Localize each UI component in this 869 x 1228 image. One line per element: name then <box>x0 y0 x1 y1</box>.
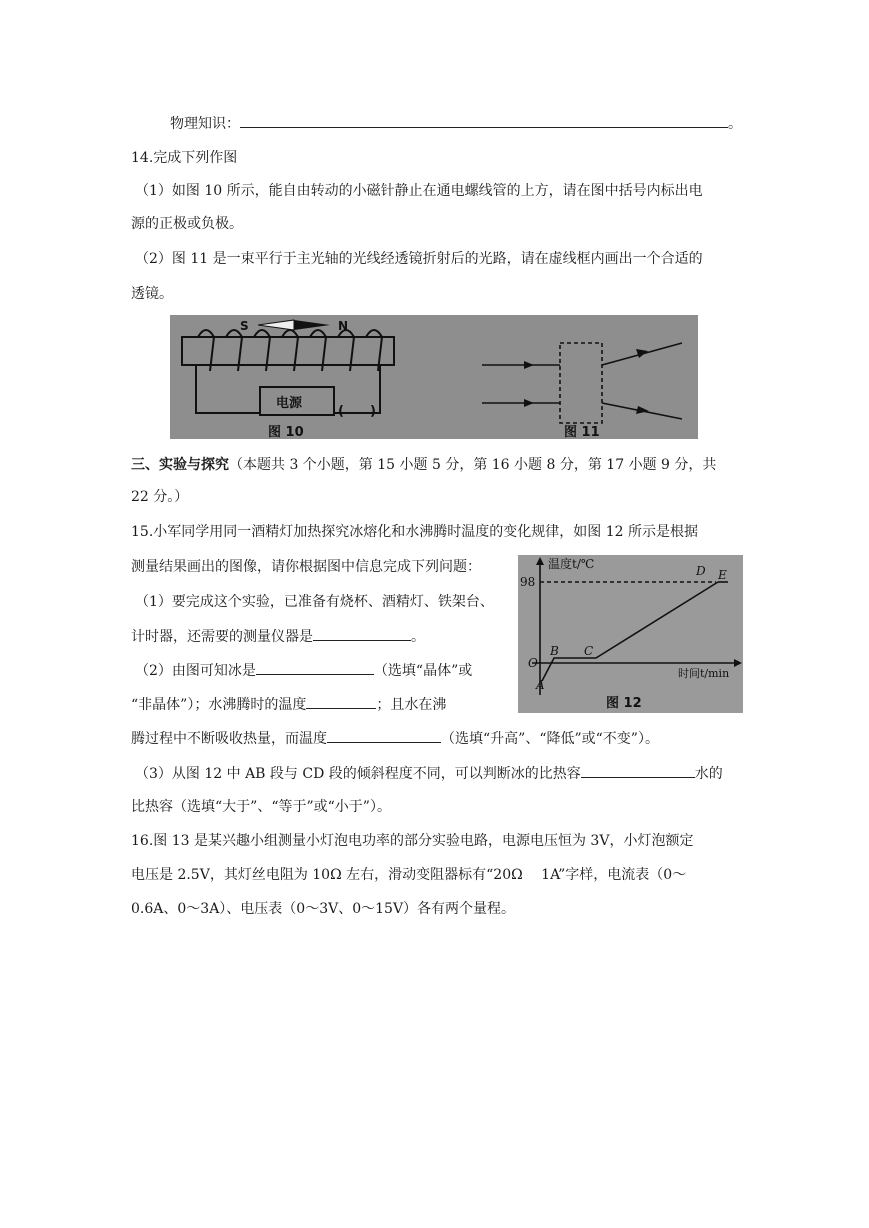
question-text: 水的 <box>694 766 723 782</box>
physics-knowledge-line <box>170 113 742 134</box>
y-tick-98: 98 <box>520 575 536 589</box>
answer-blank-physics-knowledge[interactable] <box>240 113 728 128</box>
polarity-bracket: ( ) <box>338 404 376 419</box>
figure-12-photo <box>518 555 743 713</box>
power-source-label: 电源 <box>276 396 303 411</box>
question-text: ；且水在沸 <box>376 697 447 713</box>
figure-11-caption: 图 11 <box>564 425 600 439</box>
point-b-label: B <box>550 644 559 658</box>
question-15-2-line-1 <box>135 660 472 681</box>
x-axis-label: 时间t/min <box>678 667 730 680</box>
answer-blank-crystal[interactable] <box>256 660 374 675</box>
question-text: “非晶体”）；水沸腾时的温度 <box>131 697 307 713</box>
question-15-2-line-3 <box>131 728 659 749</box>
question-text: （2）由图可知冰是 <box>135 663 256 679</box>
question-15-line-2: 测量结果画出的图像，请你根据图中信息完成下列问题： <box>131 559 481 575</box>
question-15-1-line-1: （1）要完成这个实验，已准备有烧杯、酒精灯、铁架台、 <box>135 594 494 610</box>
pole-s-label: S <box>240 319 249 333</box>
question-15-line-1: 15.小军同学用同一酒精灯加热探究冰熔化和水沸腾时温度的变化规律，如图 12 所示是根据 <box>131 524 698 540</box>
question-14-1-line-2: 源的正极或负极。 <box>131 216 243 232</box>
figure-10-caption: 图 10 <box>268 425 304 439</box>
period: 。 <box>728 116 742 132</box>
point-o-label: O <box>528 656 538 670</box>
question-15-2-line-2 <box>131 694 446 715</box>
physics-knowledge-label: 物理知识： <box>170 116 240 132</box>
question-14-2-line-2: 透镜。 <box>131 286 173 302</box>
question-14-title: 14.完成下列作图 <box>131 150 238 166</box>
answer-blank-temperature-change[interactable] <box>327 728 441 743</box>
section-3-title: 三、实验与探究 <box>131 457 229 473</box>
question-15-3-line-1 <box>135 763 723 784</box>
question-14-1-line-1: （1）如图 10 所示，能自由转动的小磁针静止在通电螺线管的上方，请在图中括号内标出电 <box>135 183 703 199</box>
answer-blank-instrument[interactable] <box>313 626 411 641</box>
question-14-2-line-1: （2）图 11 是一束平行于主光轴的光线经透镜折射后的光路，请在虚线框内画出一个合适的 <box>135 251 703 267</box>
question-16-line-2: 电压是 2.5V，其灯丝电阻为 10Ω 左右，滑动变阻器标有“20Ω 1A”字样，电流表（0～ <box>131 867 687 883</box>
period: 。 <box>411 629 425 645</box>
question-text: （选填“晶体”或 <box>373 663 473 679</box>
figure-10-11-photo <box>170 315 698 439</box>
y-axis-label: 温度t/℃ <box>548 557 595 571</box>
point-e-label: E <box>718 568 727 582</box>
question-16-line-1: 16.图 13 是某兴趣小组测量小灯泡电功率的部分实验电路，电源电压恒为 3V，小灯泡额定 <box>131 833 694 849</box>
figure-12-caption: 图 12 <box>606 696 642 711</box>
point-a-label: A <box>536 678 545 692</box>
point-c-label: C <box>584 644 594 658</box>
section-3-heading <box>131 455 716 475</box>
question-15-1-line-2 <box>131 626 425 647</box>
question-text: （3）从图 12 中 AB 段与 CD 段的倾斜程度不同，可以判断冰的比热容 <box>135 766 581 782</box>
question-text: 计时器，还需要的测量仪器是 <box>131 629 313 645</box>
point-d-label: D <box>696 564 706 578</box>
answer-blank-specific-heat[interactable] <box>581 763 695 778</box>
question-text: 腾过程中不断吸收热量，而温度 <box>131 731 327 747</box>
question-16-line-3: 0.6A、0～3A）、电压表（0～3V、0～15V）各有两个量程。 <box>131 901 516 917</box>
question-15-3-line-2: 比热容（选填“大于”、“等于”或“小于”）。 <box>131 799 391 815</box>
section-3-description: （本题共 3 个小题，第 15 小题 5 分，第 16 小题 8 分，第 17 小题 9 分，共 <box>229 457 717 473</box>
question-text: （选填“升高”、“降低”或“不变”）。 <box>441 731 659 747</box>
pole-n-label: N <box>338 319 349 333</box>
answer-blank-boiling-temperature[interactable] <box>306 694 376 709</box>
section-3-description-line-2: 22 分。） <box>131 489 189 505</box>
